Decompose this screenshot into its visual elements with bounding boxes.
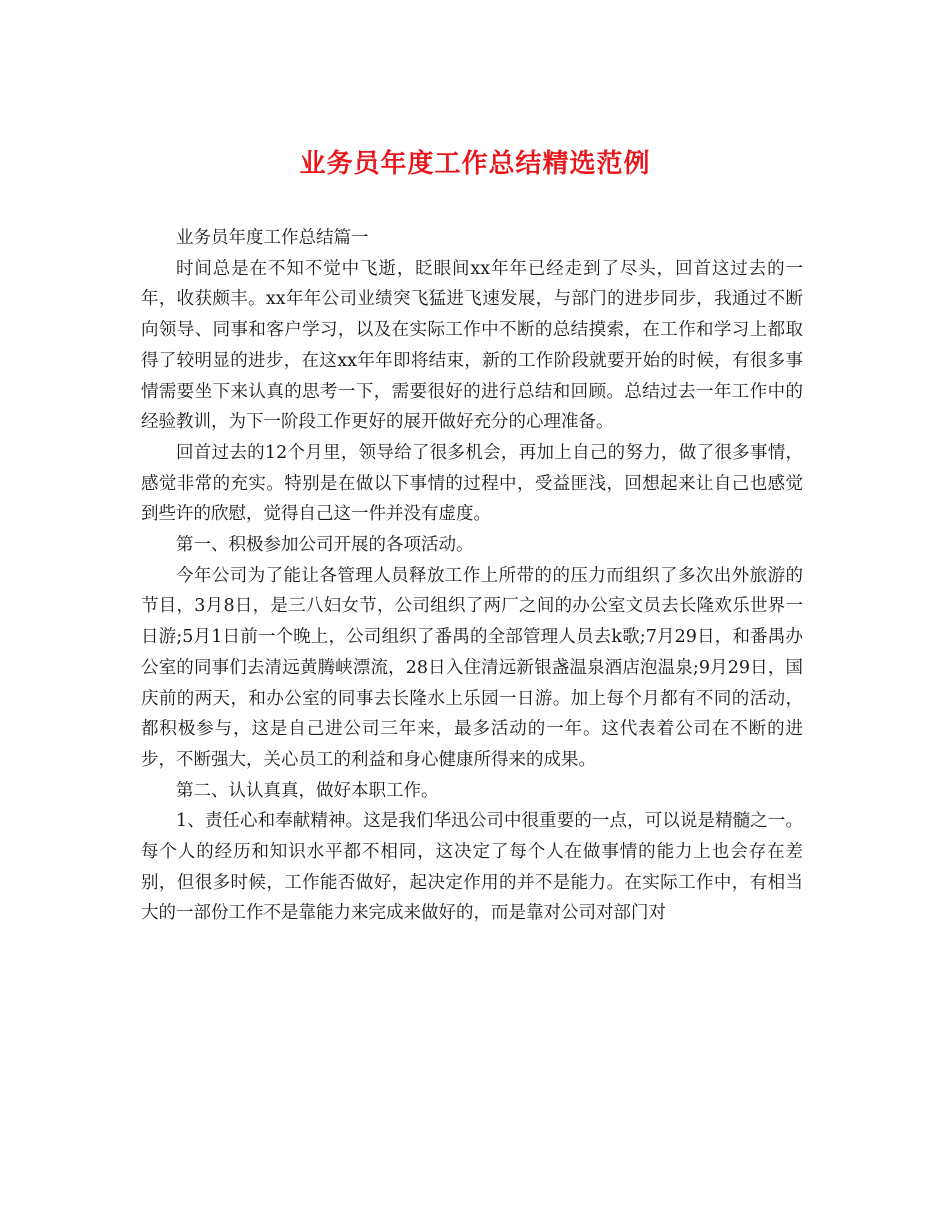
section-heading: 业务员年度工作总结篇一 (176, 228, 369, 248)
subsection-heading: 第一、积极参加公司开展的各项活动。 (176, 535, 474, 556)
document-body (141, 223, 803, 929)
document-title: 业务员年度工作总结精选范例 (299, 149, 651, 179)
body-paragraph: 时间总是在不知不觉中飞逝，眨眼间xx年年已经走到了尽头，回首这过去的一年，收获颇丰。xx年年公司业绩突飞猛进飞速发展，与部门的进步同步，我通过不断向领导、同事和客户学习，以及在实际工作中不断的总结摸索，在工作和学习上都取得了较明显的进步，在这xx年年即将结束，新的工作阶段就要开始的时候，有很多事情需要坐下来认真的思考一下，需要很好的进行总结和回顾。总结过去一年工作中的经验教训，为下一阶段工作更好的展开做好充分的心理准备。 (141, 258, 803, 433)
body-paragraph: 回首过去的12个月里，领导给了很多机会，再加上自己的努力，做了很多事情，感觉非常的充实。特别是在做以下事情的过程中，受益匪浅，回想起来让自己也感觉到些许的欣慰，觉得自己这一件并没有虚度。 (141, 442, 803, 525)
body-paragraph: 1、责任心和奉献精神。这是我们华迅公司中很重要的一点，可以说是精髓之一。每个人的经历和知识水平都不相同，这决定了每个人在做事情的能力上也会存在差别，但很多时候，工作能否做好，起决定作用的并不是能力。在实际工作中，有相当大的一部份工作不是靠能力来完成来做好的，而是靠对公司对部门对 (141, 811, 803, 924)
subsection-heading: 第二、认认真真，做好本职工作。 (176, 780, 439, 801)
body-paragraph: 今年公司为了能让各管理人员释放工作上所带的的压力而组织了多次出外旅游的节目，3月8日，是三八妇女节，公司组织了两厂之间的办公室文员去长隆欢乐世界一日游;5月1日前一个晚上，公司组织了番禺的全部管理人员去k歌;7月29日，和番禺办公室的同事们去清远黄腾峡漂流，28日入住清远新银盏温泉酒店泡温泉;9月29日，国庆前的两天，和办公室的同事去长隆水上乐园一日游。加上每个月都有不同的活动，都积极参与，这是自己进公司三年来，最多活动的一年。这代表着公司在不断的进步，不断强大，关心员工的利益和身心健康所得来的成果。 (141, 565, 803, 770)
